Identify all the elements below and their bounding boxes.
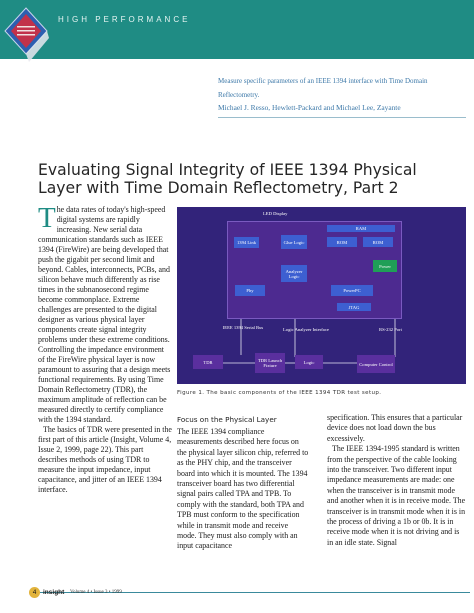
analyzer-interface-label: Logic Analyzer Interface [283, 327, 329, 332]
section-label: HIGH PERFORMANCE [58, 15, 191, 24]
rs232-port-label: RS-232 Port [379, 327, 402, 332]
intro-paragraph [38, 202, 172, 425]
article-authors: Michael J. Resso, Hewlett-Packard and Michael Lee, Zayante [218, 103, 401, 112]
footer-brand: insight [43, 589, 65, 596]
analyzer-logic-block: Analyzer Logic [281, 265, 307, 282]
power-block: Power [373, 260, 397, 272]
jtag-block: JTAG [337, 303, 371, 311]
intro-text: he data rates of today's high-speed digital systems are rapidly increasing. New serial data communication standards such as IEEE 1394 (FireWire) are being developed that push the gigabit per second limit and beyond. Cables, interconnects, PCBs, and silicon behave much differently as rise times in the subnanosecond regime become commonplace. Extreme challenges are presented to the digital designer as various physical layer components create signal integrity problems under these extreme conditions. Controlling the impedance environment of the FireWire physical layer is now paramount to assuring that a design meets functional requirements. By using Time Domain Reflectometry (TDR), the maximum amplitude of reflection can be measured directly to certify compliance with the 1394 standard. [38, 205, 171, 424]
footer-issue: Volume 4 • Issue 3 • 1999 [70, 590, 122, 595]
physical-layer-paragraph: The IEEE 1394 compliance measurements described here focus on the physical layer silicon chip, referred to as the PHY chip, and the transceiver board into which it is mounted. The 1394 transceiver board has two differential signal pairs called TPA and TPB. To comply with the standard, both TPA and TPB must conform to the specification while in transmit mode and receive mode. They must also comply with an input capacitance [177, 427, 309, 551]
article-subtitle: Measure specific parameters of an IEEE 1394 interface with Time Domain Reflectometry. [218, 77, 428, 99]
ram-block: RAM [327, 225, 395, 232]
article-title: Evaluating Signal Integrity of IEEE 1394 Physical Layer with Time Domain Reflectometry, Part 2 [38, 161, 417, 198]
figure-caption: Figure 1. The basic components of the IEEE 1394 TDR test setup. [177, 390, 382, 396]
header-banner [0, 0, 474, 59]
figure-diagram [177, 207, 466, 384]
drop-cap: T [38, 202, 56, 234]
led-display-label: LED Display [263, 211, 288, 216]
tdr-block: TDR [193, 355, 223, 369]
specification-paragraph: specification. This ensures that a particular device does not load down the bus excessively. [327, 413, 463, 443]
rom-block-2: ROM [363, 237, 393, 247]
serial-bus-label: IEEE 1394 Serial Bus [222, 325, 264, 330]
page-number: 4 [29, 587, 40, 598]
body-column-1 [38, 202, 172, 495]
computer-control-block: Computer Control [357, 355, 395, 373]
rom-block-1: ROM [327, 237, 357, 247]
phy-block: Phy [235, 285, 265, 296]
section-heading: Focus on the Physical Layer [177, 415, 277, 424]
powerpc-block: PowerPC [331, 285, 373, 296]
body-column-3 [327, 413, 467, 548]
link-block: 1394 Link [234, 237, 259, 248]
tdr-launch-fixture-block: TDR Launch Fixture [255, 353, 285, 373]
standard-paragraph: The IEEE 1394-1995 standard is written from the perspective of the cable looking into the transceiver. Two different input impedance measurements are made: one when the transceiver is in transmit mode and another when it is in receive mode. The transceiver is in transmit mode when it is in the process of driving a 1b or 0b. It is in receive mode when it is not driving and is in an idle state. Signal [327, 444, 466, 547]
body-column-2 [177, 427, 309, 552]
glue-logic-block: Glue Logic [281, 235, 307, 249]
header-divider [218, 117, 466, 118]
agilent-logo-icon [3, 6, 49, 64]
basics-paragraph: The basics of TDR were presented in the first part of this article (Insight, Volume 4, Issue 2, 1999, page 22). This part describes methods of using TDR to measure the input impedance, input capacitance, and jitter of an IEEE 1394 interface. [38, 425, 172, 494]
logic-block: Logic [295, 355, 323, 369]
